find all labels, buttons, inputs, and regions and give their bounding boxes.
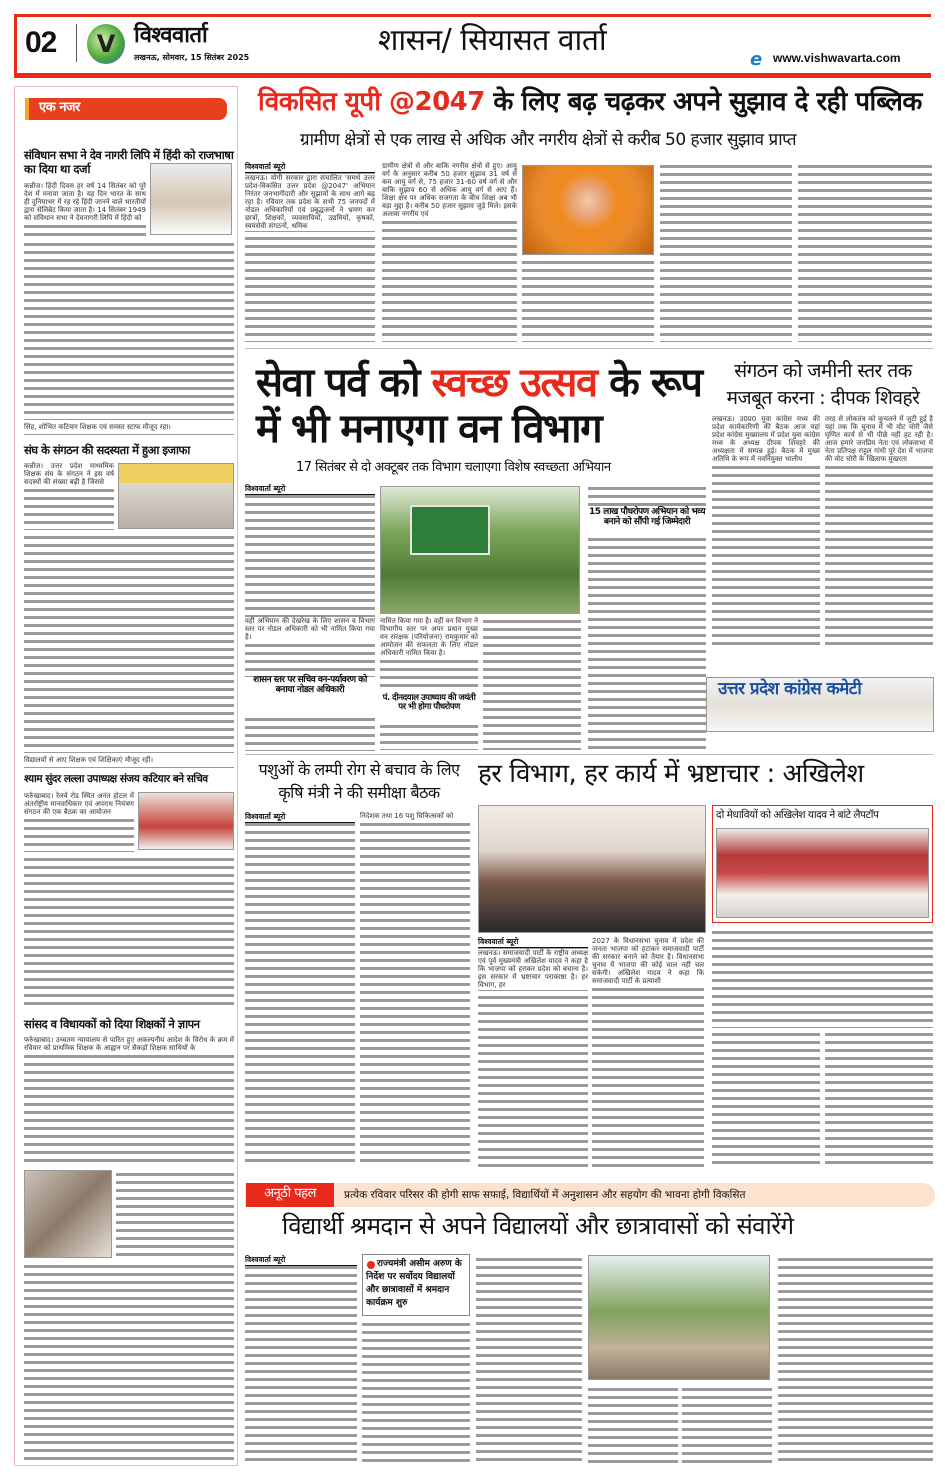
photo-banner-text: उत्तर प्रदेश कांग्रेस कमेटी xyxy=(718,679,862,699)
photo-teachers xyxy=(24,1170,112,1258)
forest-headline: सेवा पर्व को स्वच्छ उत्सव के रूप में भी मनाएगा वन विभाग xyxy=(256,360,702,452)
forest-crosshead: पं. दीनदयाल उपाध्याय की जयंती पर भी होगा पौधरोपण xyxy=(382,693,476,713)
text-column xyxy=(588,484,706,506)
text-column: विश्ववार्ता ब्यूरो xyxy=(245,1255,357,1465)
text-column: निदेशक तथा 16 पशु चिकित्सकों को xyxy=(360,812,470,1167)
highlight-box: राज्यमंत्री असीम अरुण के निर्देश पर सर्वोदय विद्यालयों और छात्रावासों में श्रमदान कार्यक्रम शुरु xyxy=(362,1254,470,1316)
text-column xyxy=(24,1262,234,1462)
text-column xyxy=(682,1385,772,1465)
text-column xyxy=(245,715,375,751)
text-column: विश्ववार्ता ब्यूरो लखनऊ। योगी सरकार द्वारा संचालित 'समर्थ उत्तर प्रदेश-विकसित उत्तर प्रदेश @2047' अभियान निरंतर जनभागीदारी और सुझावों के साथ आगे बढ़ रहा है। रविवार तक प्रदेश के सभी 75 जनपदों में नोडल अधिकारियों एवं प्रबुद्धजनों ने भ्रमण कर छात्रों, शिक्षकों, व्यवसायियों, उद्यमियों, कृषकों, स्वयंसेवी संगठनों, श्रमिक xyxy=(245,162,375,342)
text-column xyxy=(798,162,932,342)
section-title: शासन/ सियासत वार्ता xyxy=(378,23,607,58)
text-column: विद्यालयों से आए शिक्षक एवं शिक्षिकाएं मौजूद रहीं। xyxy=(24,756,234,768)
lead-subhead: ग्रामीण क्षेत्रों से एक लाख से अधिक और नगरीय क्षेत्रों से करीब 50 हजार सुझाव प्राप्त xyxy=(300,130,797,150)
divider xyxy=(245,754,933,755)
photo-akhilesh-press xyxy=(478,805,706,933)
students-headline: विद्यार्थी श्रमदान से अपने विद्यालयों और छात्रावासों को संवारेंगे xyxy=(282,1212,794,1240)
lumpy-headline: पशुओं के लम्पी रोग से बचाव के लिए कृषि मंत्री ने की समीक्षा बैठक xyxy=(258,760,460,802)
sign-board xyxy=(410,505,490,555)
text-column xyxy=(712,928,933,1028)
text-column xyxy=(380,722,478,750)
forest-crosshead: शासन स्तर पर सचिव वन-पर्यावरण को बनाया नोडल अधिकारी xyxy=(253,675,367,695)
text-column: कन्नौज। उत्तर प्रदेश माध्यमिक शिक्षक संघ के संगठन ने इस वर्ष सदस्यों की संख्या बढ़ी है जिससे xyxy=(24,462,114,530)
text-column xyxy=(712,1030,820,1169)
text-column: वहीं अभियान की देखरेख के लिए शासन व विभाग स्तर पर नोडल अधिकारी को भी नामित किया गया है। xyxy=(245,617,375,677)
text-column xyxy=(24,533,234,753)
text-column xyxy=(660,162,792,342)
text-column xyxy=(778,1255,933,1465)
photo-laptop-distribution xyxy=(716,828,929,918)
photo-group xyxy=(138,792,234,850)
website[interactable]: www.vishwavarta.com xyxy=(773,51,901,65)
text-column xyxy=(825,1030,933,1169)
forest-crosshead: 15 लाख पौधरोपण अभियान को भव्य बनाने को सौंपी गई जिम्मेदारी xyxy=(588,507,706,527)
logo-globe-icon: V xyxy=(87,24,125,64)
photo-meeting xyxy=(118,463,234,529)
text-column xyxy=(24,240,234,420)
sidebar-headline: संघ के संगठन की सदस्यता में हुआ इजाफा xyxy=(24,443,190,457)
text-column xyxy=(588,535,706,750)
text-column xyxy=(116,1170,234,1258)
text-column xyxy=(588,1385,678,1465)
text-column xyxy=(24,855,234,1010)
text-column: विश्ववार्ता ब्यूरो xyxy=(245,484,375,634)
strap-tag: अनूठी पहल xyxy=(246,1183,334,1207)
header-divider xyxy=(76,24,77,62)
photo-portrait xyxy=(150,163,232,235)
photo-chief-minister xyxy=(522,165,654,255)
text-column xyxy=(483,617,581,750)
dateline: लखनऊ, सोमवार, 15 सितंबर 2025 xyxy=(134,53,250,62)
photo-student-cleaning xyxy=(588,1255,770,1380)
divider xyxy=(245,348,933,349)
lead-headline: विकसित यूपी @2047 के लिए बढ़ चढ़कर अपने सुझाव दे रही पब्लिक xyxy=(258,87,922,117)
text-column: 2027 के विधानसभा चुनाव में प्रदेश की जनता भाजपा को हटाकर समाजवादी पार्टी की सरकार बनाने को तैयार है। विधानसभा चुनाव में भाजपा की कोई चाल नहीं चल सकेगी। अखिलेश यादव ने कहा कि समाजवादी पार्टी के प्रत्याशी xyxy=(592,937,704,1169)
bullet-dot-icon xyxy=(367,1261,375,1269)
sidebar-headline: श्याम सुंदर लल्ला उपाध्यक्ष संजय कटियार बने सचिव xyxy=(24,773,208,785)
text-column xyxy=(476,1255,582,1465)
text-column: विश्ववार्ता ब्यूरो xyxy=(245,812,355,1167)
browser-e-icon: e xyxy=(750,49,763,70)
text-column xyxy=(362,1320,470,1465)
text-column: विश्ववार्ता ब्यूरो लखनऊ। समाजवादी पार्टी के राष्ट्रीय अध्यक्ष एवं पूर्व मुख्यमंत्री अखिलेश यादव ने कहा है कि भाजपा को हराकर प्रदेश को बचाना है। इस सरकार में भ्रष्टाचार पराकाष्ठा है। हर विभाग, हर xyxy=(478,937,588,1169)
text-column xyxy=(522,258,654,342)
strap-text: प्रत्येक रविवार परिसर की होगी साफ सफाई, विद्यार्थियों में अनुशासन और सहयोग की भावना होगी विकसित xyxy=(344,1189,746,1201)
box-headline: दो मेधावियों को अखिलेश यादव ने बांटे लैपटॉप xyxy=(716,809,879,821)
text-column: नामित किया गया है। वहीं वन विभाग ने विभागीय स्तर पर अपर प्रधान मुख्य वन संरक्षक (परियोजना) रामकुमार को आयोजन की सफलता के लिए नोडल अधिकारी नामित किया है। xyxy=(380,617,478,691)
text-column: लखनऊ। उ0प्र0 युवा कांग्रेस मध्य की प्रदेश कार्यकारिणी की बैठक आज यहां प्रदेश कांग्रेस मुख्यालय में प्रदेश युवा कांग्रेस मध्य के अध्यक्ष दीपक शिवहरे की अध्यक्षता में सम्पन्न हुई। बैठक में मुख्य अतिथि के रूप में नवनियुक्त भालीय xyxy=(712,415,820,650)
text-column: तरह से लोकतंत्र को कुचलने में जुटी हुई है यहां तक कि चुनाव में भी वोट चोरी जैसे घृणित कार्य से भी पीछे नहीं हट रही है। आज हमारे जनप्रिय नेता एवं लोकसभा में नेता प्रतिपक्ष राहुल गांधी पूरे देश में भाजपा की वोट चोरी के खिलाफ मुखरता xyxy=(825,415,933,650)
sidebar-headline: सांसद व विधायकों को दिया शिक्षकों ने ज्ञापन xyxy=(24,1017,200,1031)
sidebar-label: एक नजर xyxy=(25,98,227,120)
text-column: सिंह, शोभित कटियार शिक्षक एवं समस्त स्टाफ मौजूद रहा। xyxy=(24,423,234,435)
text-column: फर्रुखाबाद। उच्चतम न्यायालय से पारित हुए अकल्पनीय आदेश के विरोध के क्रम में रविवार को प्राथमिक शिक्षक के आह्वान पर सैकड़ों शिक्षक साथियों के xyxy=(24,1036,234,1166)
akhilesh-headline: हर विभाग, हर कार्य में भ्रष्टाचार : अखिलेश xyxy=(478,759,864,789)
text-column: कन्नौज। हिंदी दिवस हर वर्ष 14 सितंबर को पूरे देश में मनाया जाता है। यह दिन भारत के साथ ही दुनियाभर में रह रहे हिंदी जानने वाले भारतीयों द्वारा सेलिब्रेट किया जाता है। 14 सितंबर 1949 को संविधान सभा ने देवनागरी लिपि में हिंदी को xyxy=(24,182,146,237)
masthead: विश्ववार्ता xyxy=(134,23,208,48)
forest-subhead: 17 सितंबर से दो अक्टूबर तक विभाग चलाएगा विशेष स्वच्छता अभियान xyxy=(296,460,611,475)
text-column: ग्रामीण क्षेत्रों से और बाकि नगरीय क्षेत्रों से हुए। आयु वर्ग के अनुसार करीब 50 हजार सुझाव 31 वर्ष से कम आयु वर्ग से, 75 हजार 31-60 वर्ष वर्ग से और बाकि सुझाव 60 से अधिक आयु वर्ग से आए हैं। शिक्षा क्षेत्र पर अधिक सजगता के बीच शिक्षा अब भी बड़ा मुद्दा है। करीब 50 हजार सुझाव जुड़े मिले। इसके अलावा नगरीय एवं xyxy=(382,162,517,342)
text-column: फर्रुखाबाद। रेलवे रोड स्थित अनंत होटल में अंतर्राष्ट्रीय मानवाधिकार एवं अपराध नियंत्रण संगठन की एक बैठक का आयोजन xyxy=(24,792,134,852)
sidebar-headline: संविधान सभा ने देव नागरी लिपि में हिंदी को राजभाषा का दिया था दर्जा xyxy=(24,148,234,176)
page-number: 02 xyxy=(25,26,57,59)
congress-headline: संगठन को जमीनी स्तर तक मजबूत करना : दीपक शिवहरे xyxy=(726,360,920,409)
